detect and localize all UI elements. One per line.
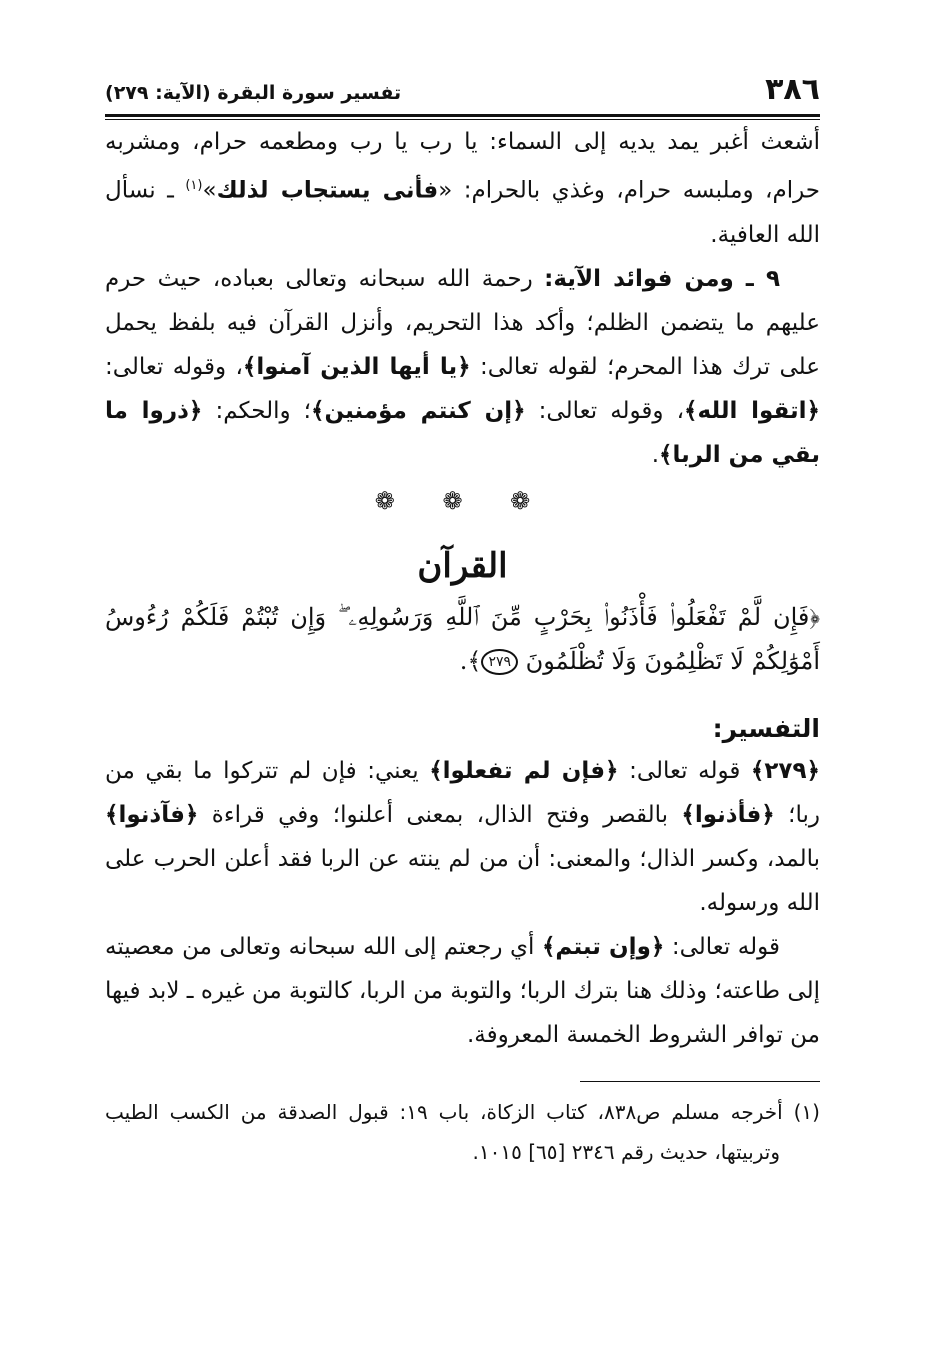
quran-quote: ﴿يا أيها الذين آمنوا﴾ [242,353,471,380]
text: بالمد، وكسر الذال؛ والمعنى: أن من لم ينته عن الربا فقد أعلن الحرب على الله ورسوله. [105,845,820,916]
text: قوله تعالى: [664,933,780,960]
running-title: تفسير سورة البقرة (الآية: ٢٧٩) [105,82,402,104]
header-rule-thick [105,114,820,117]
paragraph-benefit-9 [105,257,820,477]
quran-quote: ﴿فآذنوا﴾ [105,801,199,828]
text: . [651,441,659,468]
text: ؛ والحكم: [202,397,311,424]
book-page [105,68,820,1172]
quran-quote: ﴿فأذنوا﴾ [681,801,775,828]
page-number: ٣٨٦ [765,72,820,107]
text: ، وقوله تعالى: [105,353,243,380]
verse-number: ﴿٢٧٩﴾ [750,757,820,784]
verse-close: ﴾. [459,646,482,675]
text: » [202,177,217,204]
quran-verse [105,595,820,683]
tafsir-heading: التفسير: [712,713,820,743]
text: بالقصر وفتح الذال، بمعنى أعلنوا؛ وفي قراءة [198,801,682,828]
footnote-divider [580,1081,820,1082]
text: ، وقوله تعالى: [525,397,685,424]
quran-heading: القرآن [417,545,508,586]
quran-quote: ﴿فإن لم تفعلوا﴾ [429,757,619,784]
quran-quote: ﴿وإن تبتم﴾ [541,933,665,960]
text: أي رجعتم إلى الله سبحانه وتعالى من معصيته إلى طاعته؛ وذلك هنا بترك الربا؛ والتوبة من الربا، كالتوبة من غيره ـ لابد فيها من توافر الشروط الخمسة المعروفة. [105,933,820,1048]
benefit-lead: ٩ ـ ومن فوائد الآية: [544,265,780,292]
text: قوله تعالى: [618,757,751,784]
footnote-reference[interactable]: (١) [185,178,203,193]
paragraph-hadith [105,120,820,257]
text: ـ نسأل الله العافية. [105,177,820,248]
text: أشعث أغبر يمد يديه إلى السماء: يا رب يا رب ومطعمه حرام، ومشربه حرام، وملبسه حرام، وغذي بالحرام: « [105,129,820,204]
quran-quote: ﴿ذروا ما بقي من الربا﴾ [105,397,820,468]
text: رحمة الله سبحانه وتعالى بعباده، حيث حرم عليهم ما يتضمن الظلم؛ وأكد هذا التحريم، وأنزل القرآن فيه بلفظ يحمل على ترك هذا المحرم؛ لقوله تعالى: [105,265,821,380]
quran-quote: ﴿إن كنتم مؤمنين﴾ [310,397,526,424]
verse-text: ﴿فَإِن لَّمْ تَفْعَلُوا۟ فَأْذَنُوا۟ بِحَرْبٍ مِّنَ ٱللَّهِ وَرَسُولِهِۦ ۖ وَإِن تُبْتُمْ فَلَكُمْ رُءُوسُ أَمْوَٰلِكُمْ لَا تَظْلِمُونَ وَلَا تُظْلَمُونَ [105,602,820,675]
text: يعني: فإن لم تتركوا ما بقي من ربا؛ [105,757,821,828]
section-separator-flowers: ❁ ❁ ❁ [374,486,551,515]
ayah-number-marker: ٢٧٩ [481,649,518,675]
footnote: (١) أخرجه مسلم ص٨٣٨، كتاب الزكاة، باب ١٩: قبول الصدقة من الكسب الطيب وتربيتها، حديث رقم ٢٣٤٦ [٦٥] ١٠١٥. [105,1099,820,1164]
paragraph-tafsir-2 [105,925,820,1057]
page-header [105,68,820,108]
quran-quote: ﴿اتقوا الله﴾ [684,397,821,424]
bold-quote: فأنى يستجاب لذلك [216,177,439,204]
paragraph-tafsir-1 [105,749,820,925]
